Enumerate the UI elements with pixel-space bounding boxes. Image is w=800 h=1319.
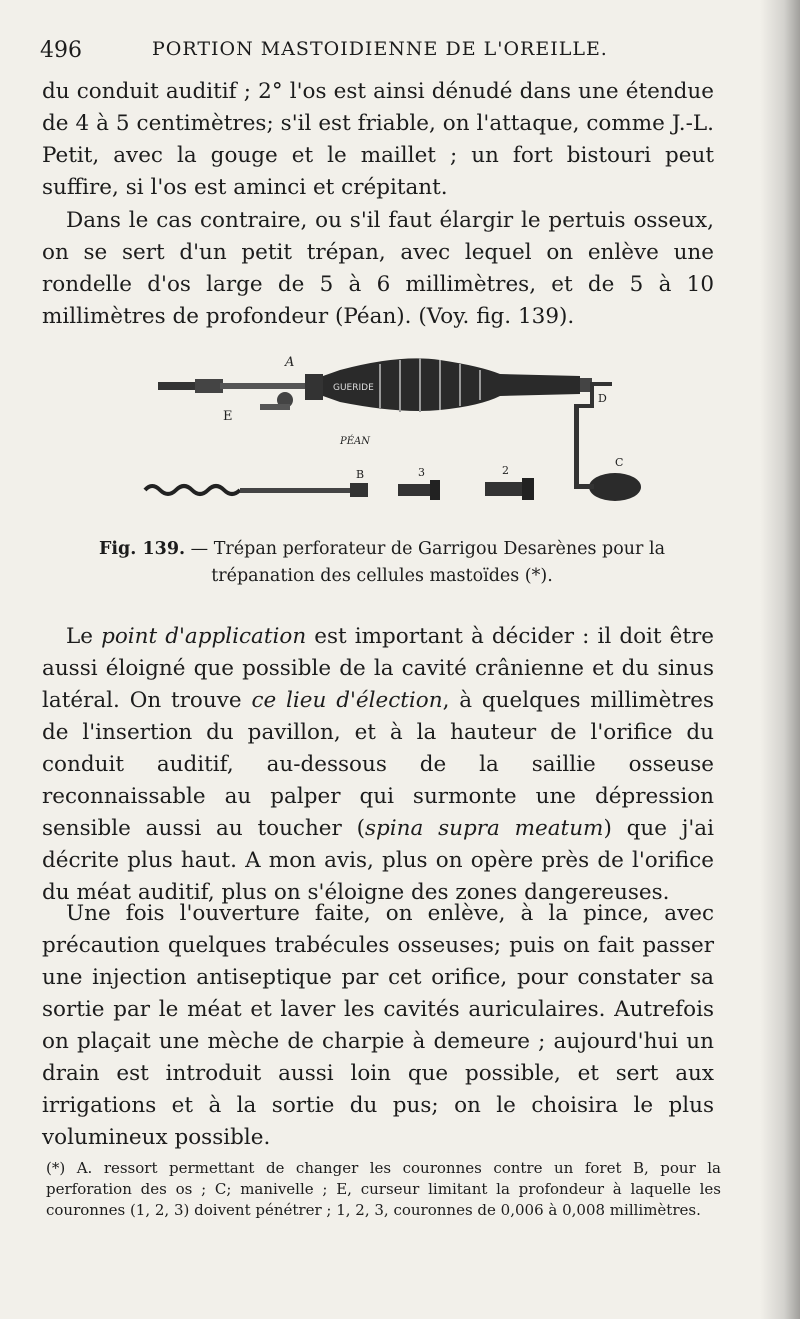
drill-spiral <box>145 486 240 494</box>
paragraph-text: Dans le cas contraire, ou s'il faut élargir le pertuis osseux, on se sert d'un petit trépan, avec lequel on enlève une rondelle d'os large de 5 à 6 millimètres, et de 5 à 10 millimètres de profondeur (Péan). (Voy. fig. 139). <box>42 208 714 329</box>
trepan-upper-assembly <box>158 374 323 410</box>
paragraph-trepan <box>42 205 714 333</box>
page-header <box>40 38 740 68</box>
text-run: est important à décider : il doit être aussi éloigné que possible de la cavité crânienne et du sinus latéral. On trouve <box>42 624 714 713</box>
emphasis-point-application: point d'application <box>101 624 307 649</box>
crown-2-cap <box>522 478 534 500</box>
text-run: ) que j'ai décrite plus haut. A mon avis, plus on opère près de l'orifice du méat auditif, plus on s'éloigne des zones dangereuses. <box>42 816 714 905</box>
footnote <box>46 1158 721 1221</box>
label-2: 2 <box>502 464 509 477</box>
shaft <box>220 383 310 389</box>
text-run: Le <box>66 624 102 649</box>
drill-shank <box>240 488 350 493</box>
label-A: A <box>285 355 295 370</box>
paragraph-text: du conduit auditif ; 2° l'os est ainsi dénudé dans une étendue de 4 à 5 centimètres; s'il est friable, on l'attaque, comme J.-L. Petit, avec la gouge et le maillet ; un fort bistouri peut suffire, si l'os est aminci et crépitant. <box>42 79 714 200</box>
label-D: D <box>598 392 607 405</box>
figure-139 <box>140 352 650 512</box>
paragraph-text: Une fois l'ouverture faite, on enlève, à la pince, avec précaution quelques trabécules osseuses; puis on fait passer une injection antiseptique par cet orifice, pour constater sa sortie par le méat et laver les cavités auriculaires. Autrefois on plaçait une mèche de charpie à demeure ; aujourd'hui un drain est introduit aussi loin que possible, et sert aux irrigations et à la sortie du pus; on le choisira le plus volumineux possible. <box>42 901 714 1150</box>
figure-caption-text: — Trépan perforateur de Garrigou Desarènes pour la trépanation des cellules mastoïdes (*). <box>185 539 666 586</box>
crank-knob-stem <box>574 484 594 489</box>
paragraph-text <box>42 621 714 909</box>
ferrule <box>305 374 323 400</box>
emphasis-spina-supra-meatum: spina supra meatum <box>364 816 604 841</box>
text-run: , à quelques millimètres de l'insertion du pavillon, et à la hauteur de l'orifice du conduit auditif, au-dessous de la saillie osseuse reconnaissable au palper qui surmonte une dépression sensible aussi au toucher ( <box>42 688 714 841</box>
crank-C <box>574 382 641 501</box>
label-C: C <box>615 456 624 469</box>
crank-arm-vertical <box>574 404 579 484</box>
label-B: B <box>356 468 365 481</box>
page-number: 496 <box>40 38 82 63</box>
crown-3-cap <box>430 480 440 500</box>
crown-tip <box>158 382 198 390</box>
crown-3 <box>398 480 440 500</box>
crank-link <box>590 382 594 408</box>
figure-caption <box>46 536 718 590</box>
drill-bit-B <box>145 483 368 497</box>
drill-head <box>350 483 368 497</box>
running-title: PORTION MASTOIDIENNE DE L'OREILLE. <box>152 38 608 60</box>
trepan-handle <box>323 358 592 412</box>
trepan-illustration <box>140 352 650 512</box>
label-E: E <box>223 409 233 424</box>
paragraph-ouverture <box>42 898 714 1154</box>
collar <box>195 379 223 393</box>
crank-knob <box>589 473 641 501</box>
crank-arm-top <box>592 382 612 386</box>
page-edge-shadow <box>760 0 800 1319</box>
crown-2-body <box>485 482 527 496</box>
handle-engraving: GUERIDE <box>333 383 374 393</box>
paragraph-point-application <box>42 621 714 909</box>
label-3: 3 <box>418 466 425 479</box>
engraver-signature: PÉAN <box>340 436 370 447</box>
footnote-text: (*) A. ressort permettant de changer les couronnes contre un foret B, pour la perforation des os ; C; manivelle ; E, curseur limitant la profondeur à laquelle les couronnes (1, 2, 3) doivent pénétrer ; 1, 2, 3, couronnes de 0,006 à 0,008 millimètres. <box>46 1159 721 1219</box>
crown-2 <box>485 478 534 500</box>
figure-caption-label: Fig. 139. <box>98 539 186 559</box>
emphasis-lieu-election: ce lieu d'élection <box>251 688 443 713</box>
paragraph-continuation <box>42 76 714 204</box>
slider-E <box>260 404 290 410</box>
